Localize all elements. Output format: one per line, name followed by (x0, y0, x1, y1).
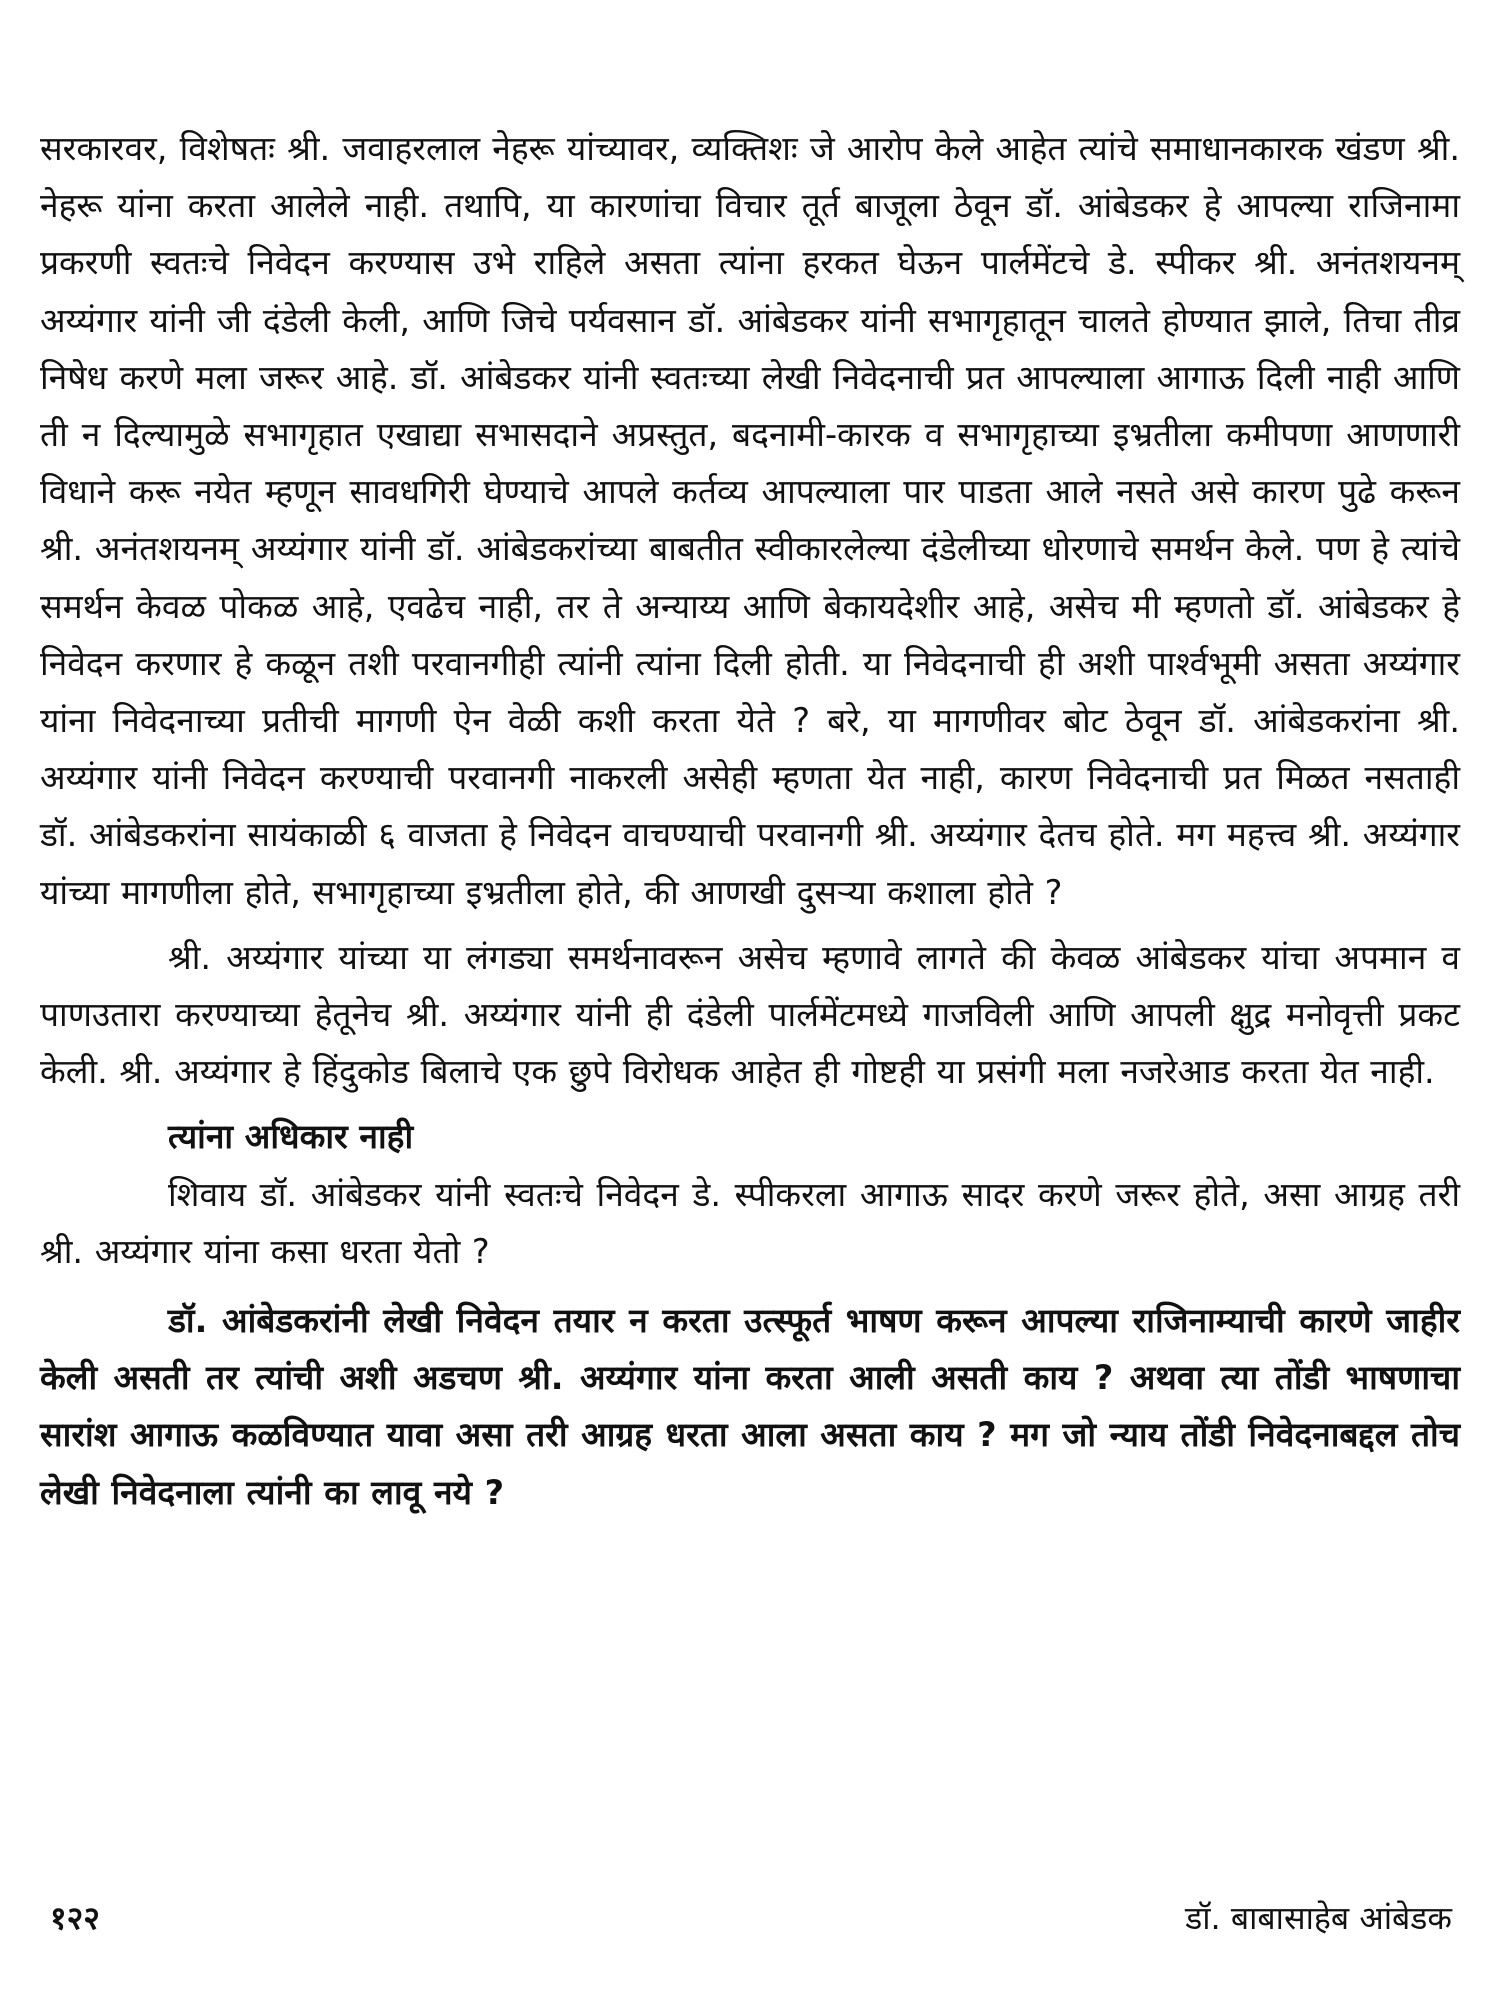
running-title: डॉ. बाबासाहेब आंबेडक (1185, 1899, 1452, 1937)
page-footer (40, 1888, 1460, 1948)
document-page (40, 120, 1460, 1980)
page-number: १२२ (50, 1899, 100, 1937)
body-paragraph-4: डॉ. आंबेडकरांनी लेखी निवेदन तयार न करता उत्स्फूर्त भाषण करून आपल्या राजिनाम्याची कारणे जाहीर केली असती तर त्यांची अशी अडचण श्री. अय्यंगार यांना करता आली असती काय ? अथवा त्या तोंडी भाषणाचा सारांश आगाऊ कळविण्यात यावा असा तरी आग्रह धरता आला असता काय ? मग जो न्याय तोंडी निवेदनाबद्दल तोच लेखी निवेदनाला त्यांनी का लावू नये ? (40, 1301, 1460, 1512)
section-heading: त्यांना अधिकार नाही (168, 1117, 414, 1157)
body-paragraph-2: श्री. अय्यंगार यांच्या या लंगड्या समर्थनावरून असेच म्हणावे लागते की केवळ आंबेडकर यांचा अपमान व पाणउतारा करण्याच्या हेतूनेच श्री. अय्यंगार यांनी ही दंडेली पार्लमेंटमध्ये गाजविली आणि आपली क्षुद्र मनोवृत्ती प्रकट केली. श्री. अय्यंगार हे हिंदुकोड बिलाचे एक छुपे विरोधक आहेत ही गोष्टही या प्रसंगी मला नजरेआड करता येत नाही. (40, 937, 1460, 1092)
body-paragraph-3: शिवाय डॉ. आंबेडकर यांनी स्वतःचे निवेदन डे. स्पीकरला आगाऊ सादर करणे जरूर होते, असा आग्रह तरी श्री. अय्यंगार यांना कसा धरता येतो ? (40, 1174, 1460, 1271)
body-paragraph-1: सरकारवर, विशेषतः श्री. जवाहरलाल नेहरू यांच्यावर, व्यक्तिशः जे आरोप केले आहेत त्यांचे समाधानकारक खंडण श्री. नेहरू यांना करता आलेले नाही. तथापि, या कारणांचा विचार तूर्त बाजूला ठेवून डॉ. आंबेडकर हे आपल्या राजिनामा प्रकरणी स्वतःचे निवेदन करण्यास उभे राहिले असता त्यांना हरकत घेऊन पार्लमेंटचे डे. स्पीकर श्री. अनंतशयनम् अय्यंगार यांनी जी दंडेली केली, आणि जिचे पर्यवसान डॉ. आंबेडकर यांनी सभागृहातून चालते होण्यात झाले, तिचा तीव्र निषेध करणे मला जरूर आहे. डॉ. आंबेडकर यांनी स्वतःच्या लेखी निवेदनाची प्रत आपल्याला आगाऊ दिली नाही आणि ती न दिल्यामुळे सभागृहात एखाद्या सभासदाने अप्रस्तुत, बदनामी-कारक व सभागृहाच्या इभ्रतीला कमीपणा आणणारी विधाने करू नयेत म्हणून सावधगिरी घेण्याचे आपले कर्तव्य आपल्याला पार पाडता आले नसते असे कारण पुढे करून श्री. अनंतशयनम् अय्यंगार यांनी डॉ. आंबेडकरांच्या बाबतीत स्वीकारलेल्या दंडेलीच्या धोरणाचे समर्थन केले. पण हे त्यांचे समर्थन केवळ पोकळ आहे, एवढेच नाही, तर ते अन्याय्य आणि बेकायदेशीर आहे, असेच मी म्हणतो डॉ. आंबेडकर हे निवेदन करणार हे कळून तशी परवानगीही त्यांनी त्यांना दिली होती. या निवेदनाची ही अशी पार्श्वभूमी असता अय्यंगार यांना निवेदनाच्या प्रतीची मागणी ऐन वेळी कशी करता येते ? बरे, या मागणीवर बोट ठेवून डॉ. आंबेडकरांना श्री. अय्यंगार यांनी निवेदन करण्याची परवानगी नाकरली असेही म्हणता येत नाही, कारण निवेदनाची प्रत मिळत नसताही डॉ. आंबेडकरांना सायंकाळी ६ वाजता हे निवेदन वाचण्याची परवानगी श्री. अय्यंगार देतच होते. मग महत्त्व श्री. अय्यंगार यांच्या मागणीला होते, सभागृहाच्या इभ्रतीला होते, की आणखी दुसऱ्या कशाला होते ? (40, 129, 1460, 912)
